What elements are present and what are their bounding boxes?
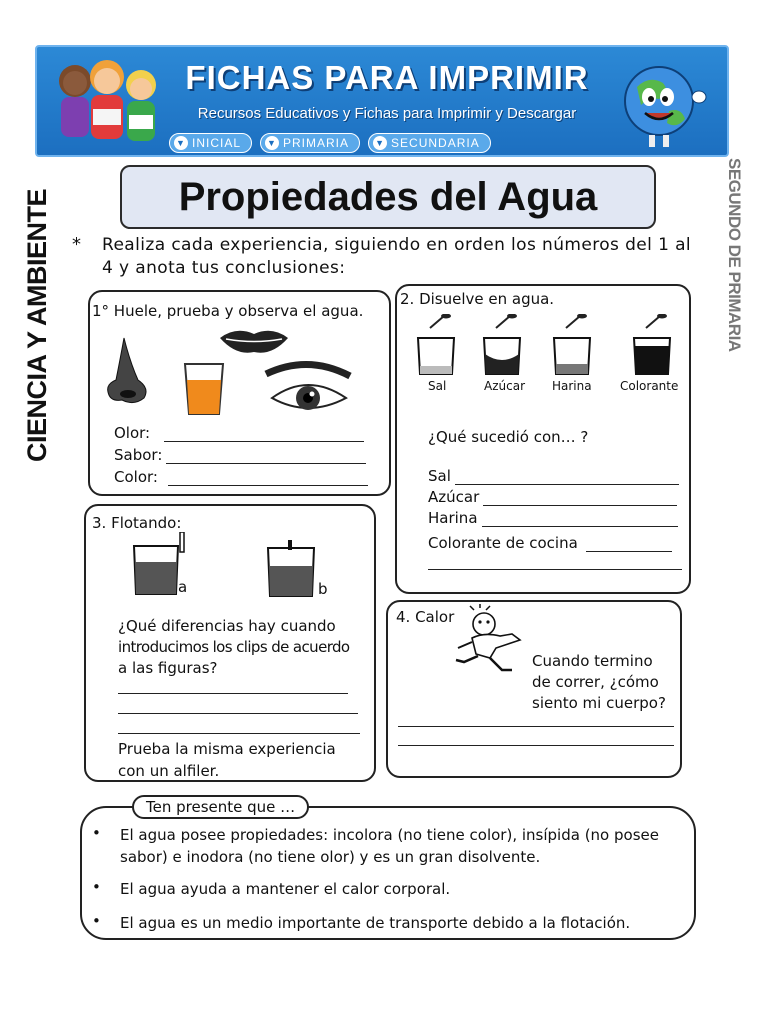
floating-glass-b-icon [266, 540, 318, 598]
field-label: Harina [428, 509, 478, 527]
children-reading-icon [47, 51, 167, 155]
level-button-inicial[interactable] [169, 133, 252, 153]
answer-line[interactable] [428, 569, 682, 570]
experience-3-question-line-2: introducimos los clips de acuerdo [118, 638, 350, 656]
mouth-icon [218, 326, 290, 358]
field-label: Azúcar [428, 488, 480, 506]
salt-field[interactable] [428, 467, 679, 485]
eye-icon [262, 358, 354, 418]
colorant-cup-icon [634, 314, 670, 374]
experience-3-footer-line-2: con un alfiler. [118, 762, 220, 780]
header-banner [35, 45, 729, 157]
level-button-secundaria[interactable] [368, 133, 491, 153]
note-item-3: El agua es un medio importante de transporte debido a la flotación. [120, 914, 631, 932]
answer-line[interactable] [118, 713, 358, 714]
nose-icon [104, 336, 156, 408]
cup-label-colorant: Colorante [620, 379, 679, 393]
experience-3-question-line-1: ¿Qué diferencias hay cuando [118, 617, 336, 635]
answer-line[interactable] [398, 726, 674, 727]
cup-label-flour: Harina [552, 379, 592, 393]
answer-line[interactable] [118, 733, 360, 734]
arrow-circle-icon: ▼ [265, 136, 279, 150]
page-title: Propiedades del Agua [178, 175, 598, 219]
experience-2-heading: 2. Disuelve en agua. [400, 290, 555, 308]
field-label: Color: [114, 468, 158, 486]
level-label: SECUNDARIA [391, 136, 480, 150]
answer-line[interactable] [118, 693, 348, 694]
bullet-icon: • [92, 912, 101, 930]
site-title: FICHAS PARA IMPRIMIR [185, 59, 589, 96]
field-label: Sal [428, 467, 451, 485]
level-button-primaria[interactable] [260, 133, 360, 153]
level-label: INICIAL [192, 136, 242, 150]
flour-field[interactable] [428, 509, 678, 527]
note-item-2: El agua ayuda a mantener el calor corporal. [120, 880, 451, 898]
bullet-icon: • [92, 878, 101, 896]
experience-4-heading: 4. Calor [396, 608, 455, 626]
site-subtitle: Recursos Educativos y Fichas para Imprimir y Descargar [197, 105, 577, 122]
answer-line[interactable] [398, 745, 674, 746]
experience-1-heading: 1° Huele, prueba y observa el agua. [92, 302, 364, 320]
field-label: Sabor: [114, 446, 163, 464]
note-tag: Ten presente que … [132, 795, 309, 819]
cup-label-sugar: Azúcar [484, 379, 525, 393]
experience-3-heading: 3. Flotando: [92, 514, 182, 532]
field-label: Colorante de cocina [428, 534, 578, 552]
odor-field[interactable] [114, 424, 364, 442]
running-boy-icon [450, 604, 534, 678]
instruction-marker: * [72, 234, 81, 255]
sugar-field[interactable] [428, 488, 677, 506]
experience-3-question-line-3: a las figuras? [118, 659, 218, 677]
experience-3-footer-line-1: Prueba la misma experiencia [118, 740, 336, 758]
glass-label-b: b [318, 580, 328, 598]
experience-4-question-line-2: de correr, ¿cómo [532, 673, 659, 691]
color-field[interactable] [114, 468, 368, 486]
experience-4-question-line-1: Cuando termino [532, 652, 653, 670]
title-box [120, 165, 656, 229]
level-label: PRIMARIA [283, 136, 350, 150]
note-item-1: El agua posee propiedades: incolora (no tiene color), insípida (no posee sabor) e inodora (no tiene olor) y es un gran disolvente. [120, 826, 659, 866]
glass-label-a: a [178, 578, 188, 596]
glass-of-juice-icon [181, 362, 227, 416]
field-label: Olor: [114, 424, 151, 442]
level-nav [169, 133, 629, 153]
cup-label-salt: Sal [428, 379, 447, 393]
bullet-icon: • [92, 824, 101, 842]
arrow-circle-icon: ▼ [174, 136, 188, 150]
taste-field[interactable] [114, 446, 366, 464]
subject-label: CIENCIA Y AMBIENTE [22, 188, 52, 462]
flour-cup-icon [554, 314, 590, 374]
experience-4-question-line-3: siento mi cuerpo? [532, 694, 666, 712]
experience-2-question: ¿Qué sucedió con… ? [428, 428, 589, 446]
salt-cup-icon [418, 314, 454, 374]
colorant-field[interactable] [428, 534, 672, 552]
instructions-text: Realiza cada experiencia, siguiendo en orden los números del 1 al 4 y anota tus conclusiones: [102, 235, 692, 278]
grade-label: SEGUNDO DE PRIMARIA [725, 158, 744, 352]
arrow-circle-icon: ▼ [373, 136, 387, 150]
dissolving-cups-icons [412, 314, 684, 376]
sugar-cup-icon [484, 314, 520, 374]
globe-mascot-icon [619, 57, 709, 153]
